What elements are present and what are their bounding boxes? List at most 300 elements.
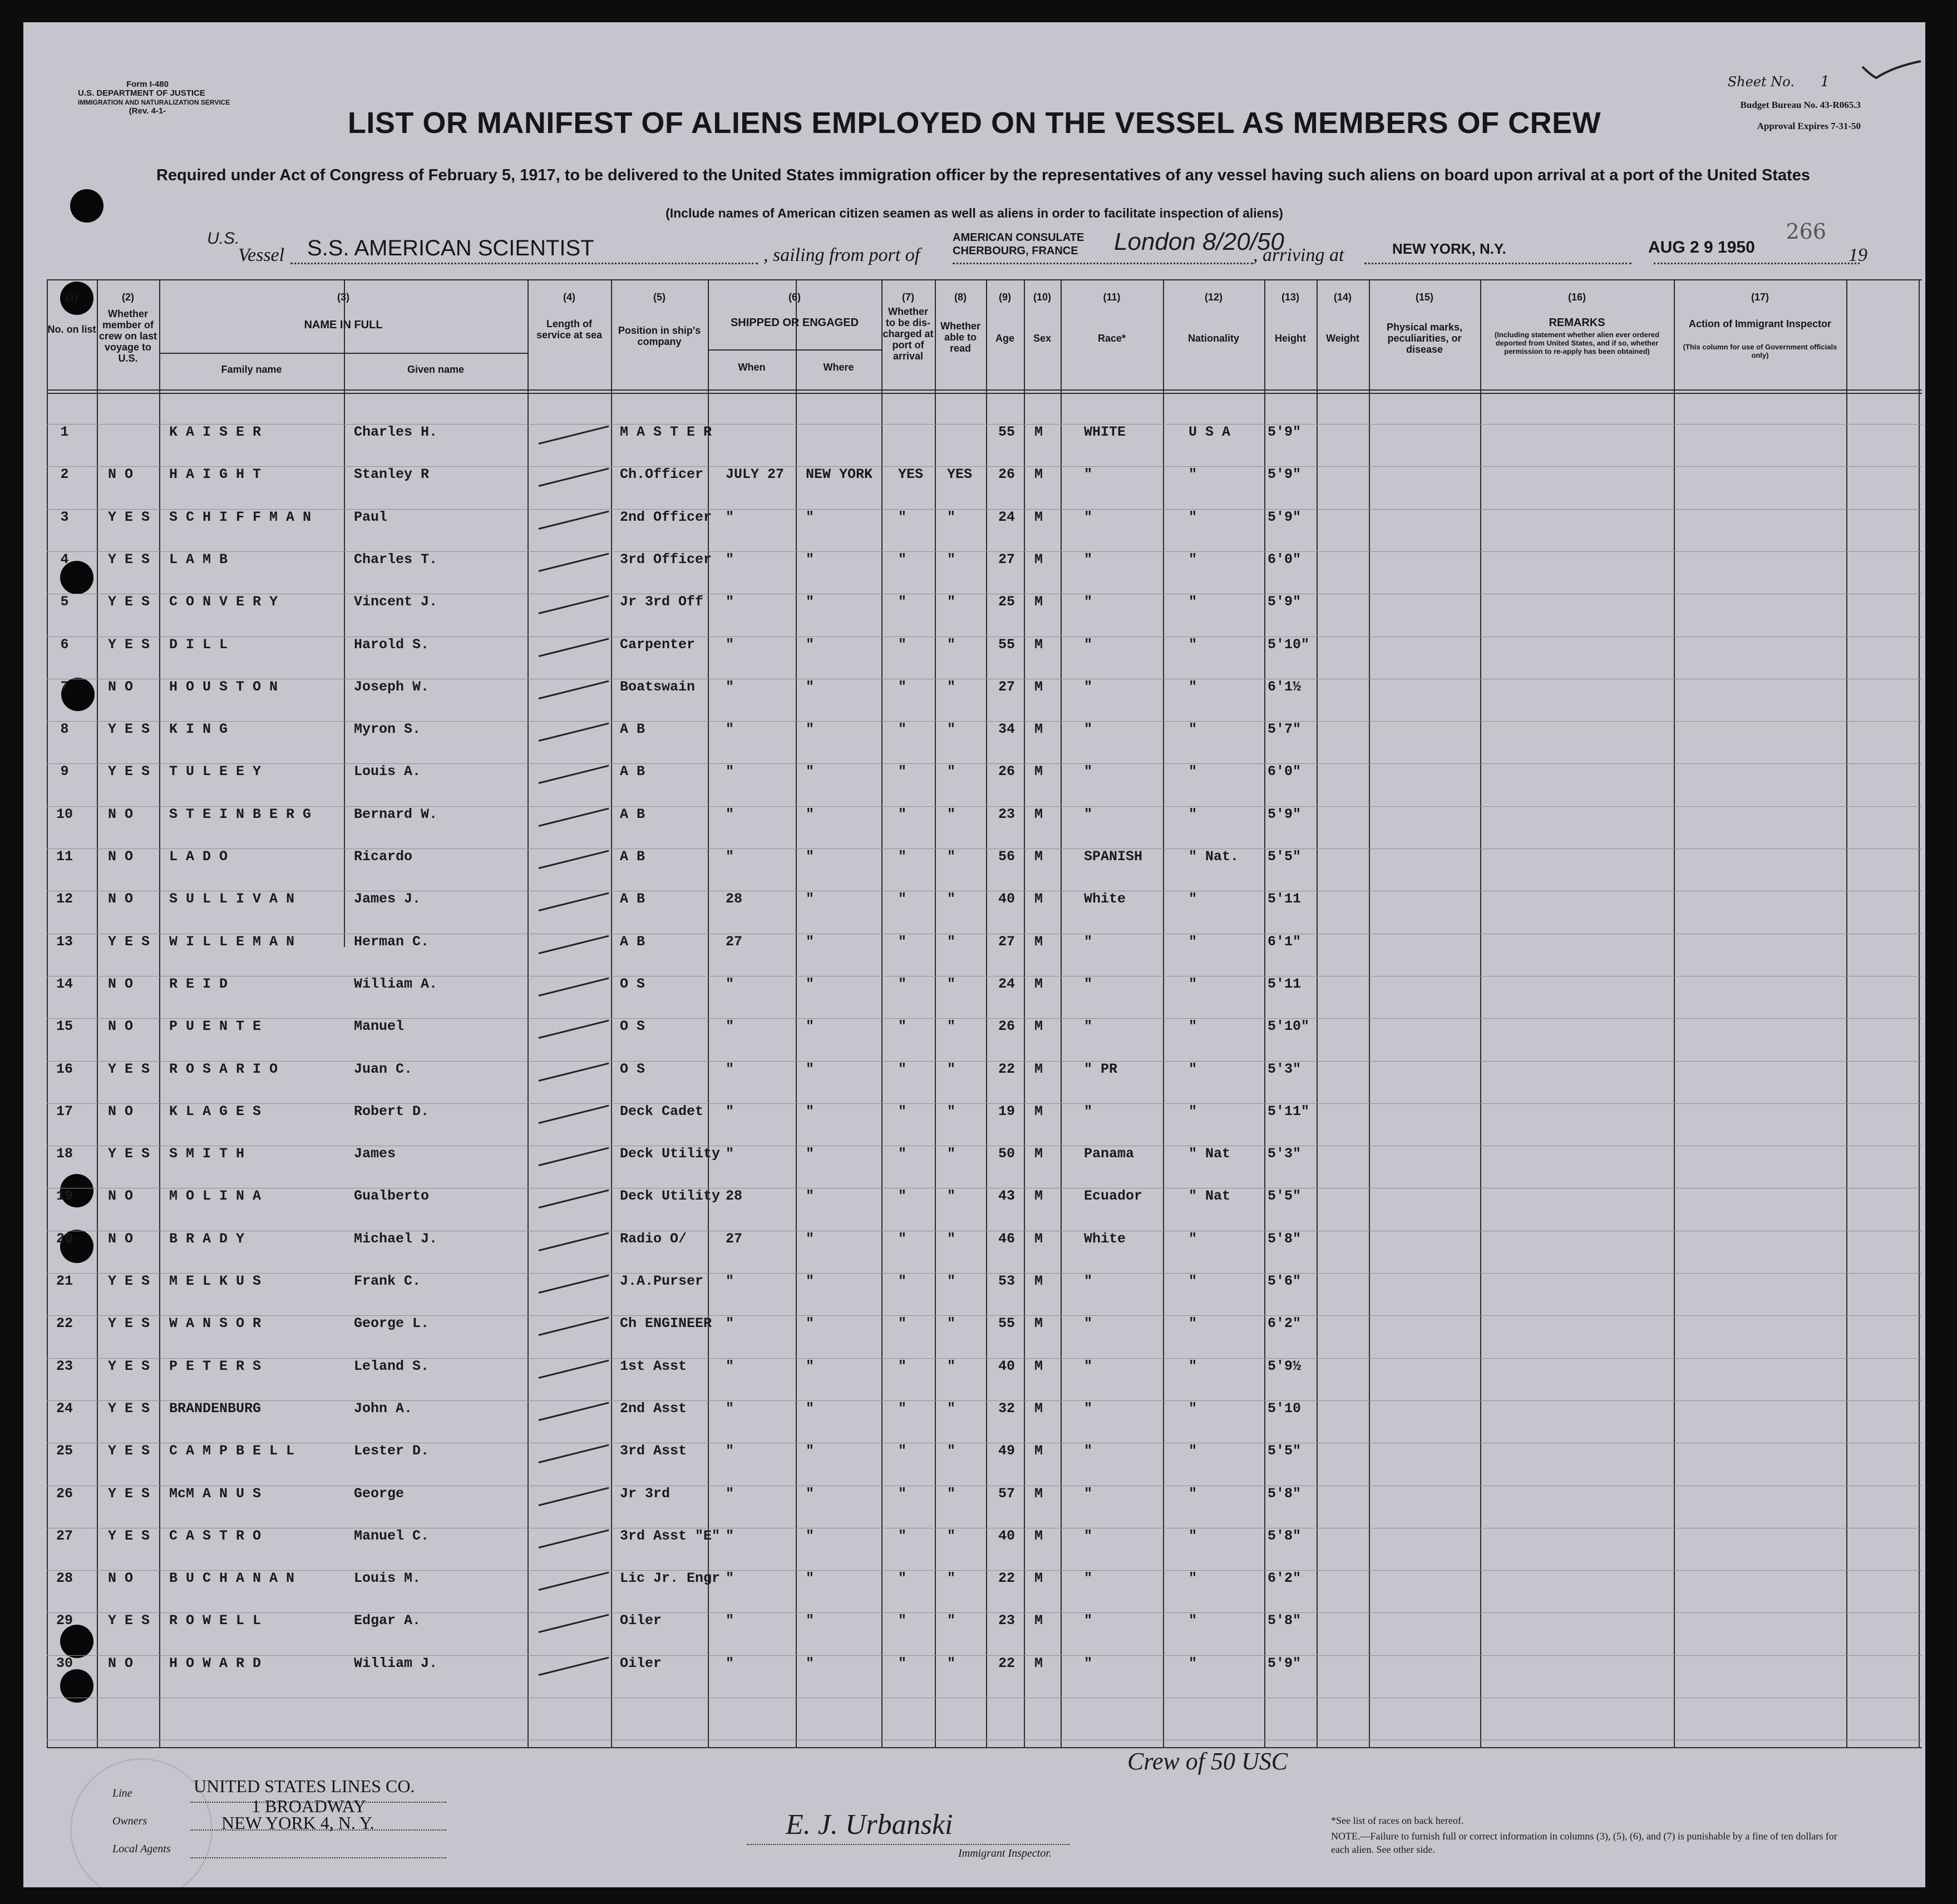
shipped-when: ": [726, 1273, 735, 1289]
given-name: John A.: [354, 1400, 413, 1417]
shipped-when: ": [726, 721, 735, 738]
crew-member-flag: N O: [108, 1103, 134, 1119]
position: Deck Cadet: [620, 1103, 704, 1119]
row-number: 14: [56, 975, 73, 992]
shipped-when: 28: [726, 1188, 743, 1205]
crew-note-handwritten: Crew of 50 USC: [1127, 1748, 1288, 1775]
service-check-mark: [539, 1104, 609, 1123]
able-to-read: ": [947, 806, 956, 822]
col-num-10: (10): [1033, 292, 1051, 303]
height: 6'2": [1268, 1315, 1302, 1332]
shipped-where: ": [806, 1485, 815, 1502]
crew-member-flag: Y E S: [108, 551, 150, 568]
service-check-mark: [539, 892, 609, 911]
include-note: (Include names of American citizen seamen as well as aliens in order to facilitate inspection of aliens): [666, 206, 1283, 220]
age: 55: [998, 636, 1016, 653]
position: A B: [620, 763, 645, 780]
able-to-read: ": [947, 1315, 956, 1332]
col-num-14: (14): [1333, 292, 1352, 303]
header-action: Action of Immigrant Inspector: [1688, 318, 1832, 329]
ruled-line: [47, 466, 1922, 467]
service-check-mark: [539, 1572, 609, 1591]
sex: M: [1034, 509, 1043, 525]
age: 32: [998, 1400, 1016, 1417]
shipped-when: ": [726, 594, 735, 610]
sex: M: [1034, 891, 1043, 907]
shipped-when: ": [726, 1358, 735, 1374]
shipped-where: ": [806, 636, 815, 653]
age: 57: [998, 1485, 1016, 1502]
shipped-when: ": [726, 1060, 735, 1077]
row-number: 26: [56, 1485, 73, 1502]
able-to-read: ": [947, 1612, 956, 1629]
position: Radio O/: [620, 1230, 687, 1247]
shipped-when: ": [726, 1018, 735, 1035]
position: Ch.Officer: [620, 466, 704, 483]
discharged: ": [898, 1188, 907, 1205]
crew-member-flag: N O: [108, 1570, 134, 1587]
age: 43: [998, 1188, 1016, 1205]
family-name: S U L L I V A N: [169, 891, 295, 907]
department: U.S. DEPARTMENT OF JUSTICE: [78, 88, 205, 98]
race: ": [1084, 678, 1093, 695]
height: 5'10": [1268, 1018, 1310, 1035]
race: SPANISH: [1084, 849, 1143, 865]
discharged: ": [898, 1273, 907, 1289]
race: " PR: [1084, 1060, 1118, 1077]
service-check-mark: [539, 468, 609, 487]
shipped-when: ": [726, 806, 735, 822]
age: 22: [998, 1570, 1016, 1587]
row-number: 18: [56, 1146, 73, 1162]
position: O S: [620, 975, 645, 992]
service-check-mark: [539, 1232, 609, 1251]
race: ": [1084, 1273, 1093, 1289]
position: A B: [620, 721, 645, 738]
family-name: H A I G H T: [169, 466, 262, 483]
nationality: ": [1189, 721, 1197, 738]
given-name: Frank C.: [354, 1273, 421, 1289]
sex: M: [1034, 1188, 1043, 1205]
race: ": [1084, 1400, 1093, 1417]
row-number: 30: [56, 1655, 73, 1671]
ruled-line: [47, 806, 1922, 807]
family-name: K L A G E S: [169, 1103, 262, 1119]
col-num-6: (6): [788, 292, 801, 303]
service-check-mark: [539, 850, 609, 869]
family-name: B U C H A N A N: [169, 1570, 295, 1587]
crew-member-flag: Y E S: [108, 1612, 150, 1629]
dotted-line: [953, 263, 1253, 264]
given-name: Manuel C.: [354, 1527, 430, 1544]
height: 5'11": [1268, 1103, 1310, 1119]
shipped-where: ": [806, 1655, 815, 1671]
discharged: ": [898, 806, 907, 822]
service-check-mark: [539, 935, 609, 954]
header-position: Position in ship's company: [618, 325, 701, 347]
row-number: 20: [56, 1230, 73, 1247]
crew-member-flag: N O: [108, 1230, 134, 1247]
sex: M: [1034, 1230, 1043, 1247]
able-to-read: ": [947, 1400, 956, 1417]
sex: M: [1034, 1060, 1043, 1077]
header-service: Length of service at sea: [536, 318, 603, 341]
age: 40: [998, 1358, 1016, 1374]
sex: M: [1034, 424, 1043, 440]
nationality: ": [1189, 551, 1197, 568]
inspector-label: Immigrant Inspector.: [958, 1847, 1052, 1859]
nationality: ": [1189, 678, 1197, 695]
sex: M: [1034, 1612, 1043, 1629]
able-to-read: ": [947, 1018, 956, 1035]
service-check-mark: [539, 1656, 609, 1675]
service-check-mark: [539, 680, 609, 699]
discharged: ": [898, 1400, 907, 1417]
shipped-where: NEW YORK: [806, 466, 873, 483]
family-name: C A M P B E L L: [169, 1443, 295, 1459]
sex: M: [1034, 806, 1043, 822]
sex: M: [1034, 594, 1043, 610]
position: Jr 3rd Off: [620, 594, 704, 610]
service-check-mark: [539, 1062, 609, 1081]
nationality: ": [1189, 763, 1197, 780]
manifest-sheet: [23, 22, 1925, 1887]
crew-member-flag: Y E S: [108, 1485, 150, 1502]
age: 40: [998, 891, 1016, 907]
row-number: 4: [60, 551, 69, 568]
nationality: ": [1189, 1273, 1197, 1289]
discharged: ": [898, 891, 907, 907]
shipped-when: ": [726, 1485, 735, 1502]
inspector-signature: E. J. Urbanski: [786, 1809, 953, 1841]
discharged: ": [898, 594, 907, 610]
race: ": [1084, 636, 1093, 653]
service-check-mark: [539, 765, 609, 784]
shipped-when: 28: [726, 891, 743, 907]
sex: M: [1034, 1103, 1043, 1119]
able-to-read: ": [947, 551, 956, 568]
col-num-12: (12): [1204, 292, 1222, 303]
family-name: L A D O: [169, 849, 228, 865]
page-title: LIST OR MANIFEST OF ALIENS EMPLOYED ON THE VESSEL AS MEMBERS OF CREW: [347, 106, 1601, 140]
header-action-note: (This column for use of Government officials only): [1683, 343, 1837, 359]
ruled-line: [47, 1018, 1922, 1019]
sex: M: [1034, 1400, 1043, 1417]
race: ": [1084, 1570, 1093, 1587]
shipped-when: ": [726, 1655, 735, 1671]
given-name: Harold S.: [354, 636, 430, 653]
row-number: 21: [56, 1273, 73, 1289]
header-sex: Sex: [1033, 333, 1052, 344]
nationality: ": [1189, 1570, 1197, 1587]
given-name: Louis A.: [354, 763, 421, 780]
position: M A S T E R: [620, 424, 712, 440]
height: 5'8": [1268, 1485, 1302, 1502]
given-name: Myron S.: [354, 721, 421, 738]
height: 6'2": [1268, 1570, 1302, 1587]
sheet-number: [1728, 73, 1830, 90]
family-name: B R A D Y: [169, 1230, 245, 1247]
nationality: ": [1189, 1612, 1197, 1629]
age: 50: [998, 1146, 1016, 1162]
shipped-where: ": [806, 1443, 815, 1459]
row-number: 12: [56, 891, 73, 907]
row-number: 13: [56, 933, 73, 950]
position: Jr 3rd: [620, 1485, 671, 1502]
ruled-line: [47, 551, 1922, 552]
given-name: Robert D.: [354, 1103, 430, 1119]
line-value: UNITED STATES LINES CO.: [194, 1776, 415, 1796]
age: 22: [998, 1655, 1016, 1671]
race: ": [1084, 1527, 1093, 1544]
header-nationality: Nationality: [1187, 333, 1239, 344]
height: 5'11: [1268, 891, 1302, 907]
race: WHITE: [1084, 424, 1126, 440]
able-to-read: ": [947, 763, 956, 780]
crew-member-flag: N O: [108, 806, 134, 822]
able-to-read: ": [947, 1146, 956, 1162]
header-weight: Weight: [1326, 333, 1359, 344]
race: ": [1084, 1358, 1093, 1374]
race: ": [1084, 551, 1093, 568]
family-name: H O U S T O N: [169, 678, 278, 695]
crew-member-flag: Y E S: [108, 1146, 150, 1162]
col-num-3: (3): [337, 292, 349, 303]
sex: M: [1034, 1273, 1043, 1289]
given-name: Ricardo: [354, 849, 413, 865]
row-number: 9: [60, 763, 69, 780]
service-check-mark: [539, 1614, 609, 1633]
nationality: ": [1189, 1060, 1197, 1077]
row-number: 6: [60, 636, 69, 653]
row-number: 16: [56, 1060, 73, 1077]
nationality: ": [1189, 1358, 1197, 1374]
height: 6'0": [1268, 551, 1302, 568]
nationality: ": [1189, 466, 1197, 483]
discharged: ": [898, 1230, 907, 1247]
row-number: 15: [56, 1018, 73, 1035]
shipped-when: ": [726, 551, 735, 568]
revision: (Rev. 4-1-: [129, 106, 166, 116]
family-name: C O N V E R Y: [169, 594, 278, 610]
height: 5'5": [1268, 1188, 1302, 1205]
row-number: 7: [60, 678, 69, 695]
height: 5'3": [1268, 1146, 1302, 1162]
header-marks: Physical marks, peculiarities, or disease: [1386, 322, 1463, 355]
nationality: " Nat: [1189, 1146, 1231, 1162]
family-name: W A N S O R: [169, 1315, 262, 1332]
port-stamp: CHERBOURG, FRANCE: [953, 245, 1078, 257]
row-number: 8: [60, 721, 69, 738]
given-name: Bernard W.: [354, 806, 438, 822]
family-name: L A M B: [169, 551, 228, 568]
height: 5'9": [1268, 509, 1302, 525]
discharged: ": [898, 1570, 907, 1587]
given-name: Louis M.: [354, 1570, 421, 1587]
discharged: ": [898, 551, 907, 568]
discharged: ": [898, 1527, 907, 1544]
race: White: [1084, 1230, 1126, 1247]
race: ": [1084, 509, 1093, 525]
ruled-line: [47, 509, 1922, 510]
able-to-read: ": [947, 1527, 956, 1544]
shipped-when: ": [726, 1612, 735, 1629]
given-name: Charles H.: [354, 424, 438, 440]
sex: M: [1034, 1358, 1043, 1374]
age: 23: [998, 806, 1016, 822]
row-number: 2: [60, 466, 69, 483]
header-given: Given name: [407, 364, 465, 375]
shipped-where: ": [806, 509, 815, 525]
family-name: D I L L: [169, 636, 228, 653]
position: O S: [620, 1018, 645, 1035]
row-number: 11: [56, 849, 73, 865]
race: Panama: [1084, 1146, 1135, 1162]
row-number: 1: [60, 424, 69, 440]
race: ": [1084, 1103, 1093, 1119]
ruled-line: [47, 1103, 1922, 1104]
age: 27: [998, 551, 1016, 568]
height: 5'11: [1268, 975, 1302, 992]
able-to-read: ": [947, 1060, 956, 1077]
height: 6'0": [1268, 763, 1302, 780]
discharged: ": [898, 1655, 907, 1671]
shipped-where: ": [806, 1018, 815, 1035]
family-name: McM A N U S: [169, 1485, 262, 1502]
age: 34: [998, 721, 1016, 738]
given-name: Vincent J.: [354, 594, 438, 610]
height: 5'9": [1268, 1655, 1302, 1671]
race: ": [1084, 1612, 1093, 1629]
service-check-mark: [539, 426, 609, 445]
header-remarks-note: (Including statement whether alien ever ordered deported from United States, and if so, whether permission to re-apply has been obtained): [1494, 331, 1660, 356]
dotted-line: [1654, 263, 1860, 264]
owners-label: Owners: [112, 1815, 147, 1827]
col-num-1: (1): [66, 292, 78, 303]
shipped-where: ": [806, 1103, 815, 1119]
header-race: Race*: [1097, 333, 1126, 344]
shipped-where: ": [806, 849, 815, 865]
row-number: 24: [56, 1400, 73, 1417]
able-to-read: ": [947, 933, 956, 950]
crew-member-flag: N O: [108, 466, 134, 483]
able-to-read: ": [947, 636, 956, 653]
crew-member-flag: N O: [108, 1655, 134, 1671]
able-to-read: ": [947, 1485, 956, 1502]
header-where: Where: [823, 362, 854, 373]
shipped-where: ": [806, 1230, 815, 1247]
able-to-read: YES: [947, 466, 973, 483]
row-number: 25: [56, 1443, 73, 1459]
family-name: K A I S E R: [169, 424, 262, 440]
sheet-value: 1: [1820, 73, 1830, 90]
vessel-name: S.S. AMERICAN SCIENTIST: [307, 236, 594, 260]
nationality: U S A: [1189, 424, 1231, 440]
header-member: Whether member of crew on last voyage to U.S.: [98, 308, 157, 364]
position: J.A.Purser: [620, 1273, 704, 1289]
height: 5'8": [1268, 1230, 1302, 1247]
sex: M: [1034, 1315, 1043, 1332]
sex: M: [1034, 636, 1043, 653]
shipped-where: ": [806, 1188, 815, 1205]
family-name: M E L K U S: [169, 1273, 262, 1289]
shipped-where: ": [806, 1527, 815, 1544]
crew-member-flag: N O: [108, 678, 134, 695]
discharged: YES: [898, 466, 924, 483]
ruled-line: [47, 1061, 1922, 1062]
height: 5'9": [1268, 594, 1302, 610]
discharged: ": [898, 1315, 907, 1332]
given-name: George: [354, 1485, 405, 1502]
service-check-mark: [539, 723, 609, 742]
shipped-where: ": [806, 551, 815, 568]
shipped-where: ": [806, 721, 815, 738]
header-family: Family name: [221, 364, 282, 375]
nationality: " Nat: [1189, 1188, 1231, 1205]
nationality: ": [1189, 806, 1197, 822]
age: 19: [998, 1103, 1016, 1119]
able-to-read: ": [947, 1273, 956, 1289]
age: 27: [998, 933, 1016, 950]
shipped-where: ": [806, 1273, 815, 1289]
service-check-mark: [539, 1275, 609, 1294]
col-num-4: (4): [563, 292, 575, 303]
race: ": [1084, 466, 1093, 483]
family-name: BRANDENBURG: [169, 1400, 262, 1417]
shipped-where: ": [806, 1400, 815, 1417]
family-name: R O S A R I O: [169, 1060, 278, 1077]
given-name: James: [354, 1146, 396, 1162]
given-name: Charles T.: [354, 551, 438, 568]
sex: M: [1034, 1655, 1043, 1671]
crew-member-flag: Y E S: [108, 1400, 150, 1417]
address-line-2: NEW YORK 4, N. Y.: [221, 1813, 374, 1833]
able-to-read: ": [947, 1655, 956, 1671]
race: ": [1084, 763, 1093, 780]
position: Boatswain: [620, 678, 696, 695]
crew-member-flag: N O: [108, 1188, 134, 1205]
col-num-7: (7): [902, 292, 914, 303]
height: 5'9": [1268, 424, 1302, 440]
able-to-read: ": [947, 1230, 956, 1247]
age: 55: [998, 1315, 1016, 1332]
position: A B: [620, 806, 645, 822]
nationality: ": [1189, 509, 1197, 525]
family-name: M O L I N A: [169, 1188, 262, 1205]
service-check-mark: [539, 595, 609, 614]
height: 5'10: [1268, 1400, 1302, 1417]
header-remarks: REMARKS: [1549, 317, 1605, 329]
family-name: K I N G: [169, 721, 228, 738]
dotted-line: [1364, 263, 1631, 264]
service-check-mark: [539, 1190, 609, 1209]
col-num-15: (15): [1415, 292, 1433, 303]
position: O S: [620, 1060, 645, 1077]
given-name: Manuel: [354, 1018, 405, 1035]
crew-member-flag: N O: [108, 891, 134, 907]
height: 5'5": [1268, 1443, 1302, 1459]
ruled-line: [47, 1315, 1922, 1316]
height: 5'9½: [1268, 1358, 1302, 1374]
nationality: ": [1189, 1485, 1197, 1502]
able-to-read: ": [947, 1443, 956, 1459]
age: 26: [998, 466, 1016, 483]
shipped-where: ": [806, 933, 815, 950]
discharged: ": [898, 636, 907, 653]
ruled-line: [47, 763, 1922, 764]
row-number: 10: [56, 806, 73, 822]
position: 2nd Officer: [620, 509, 712, 525]
